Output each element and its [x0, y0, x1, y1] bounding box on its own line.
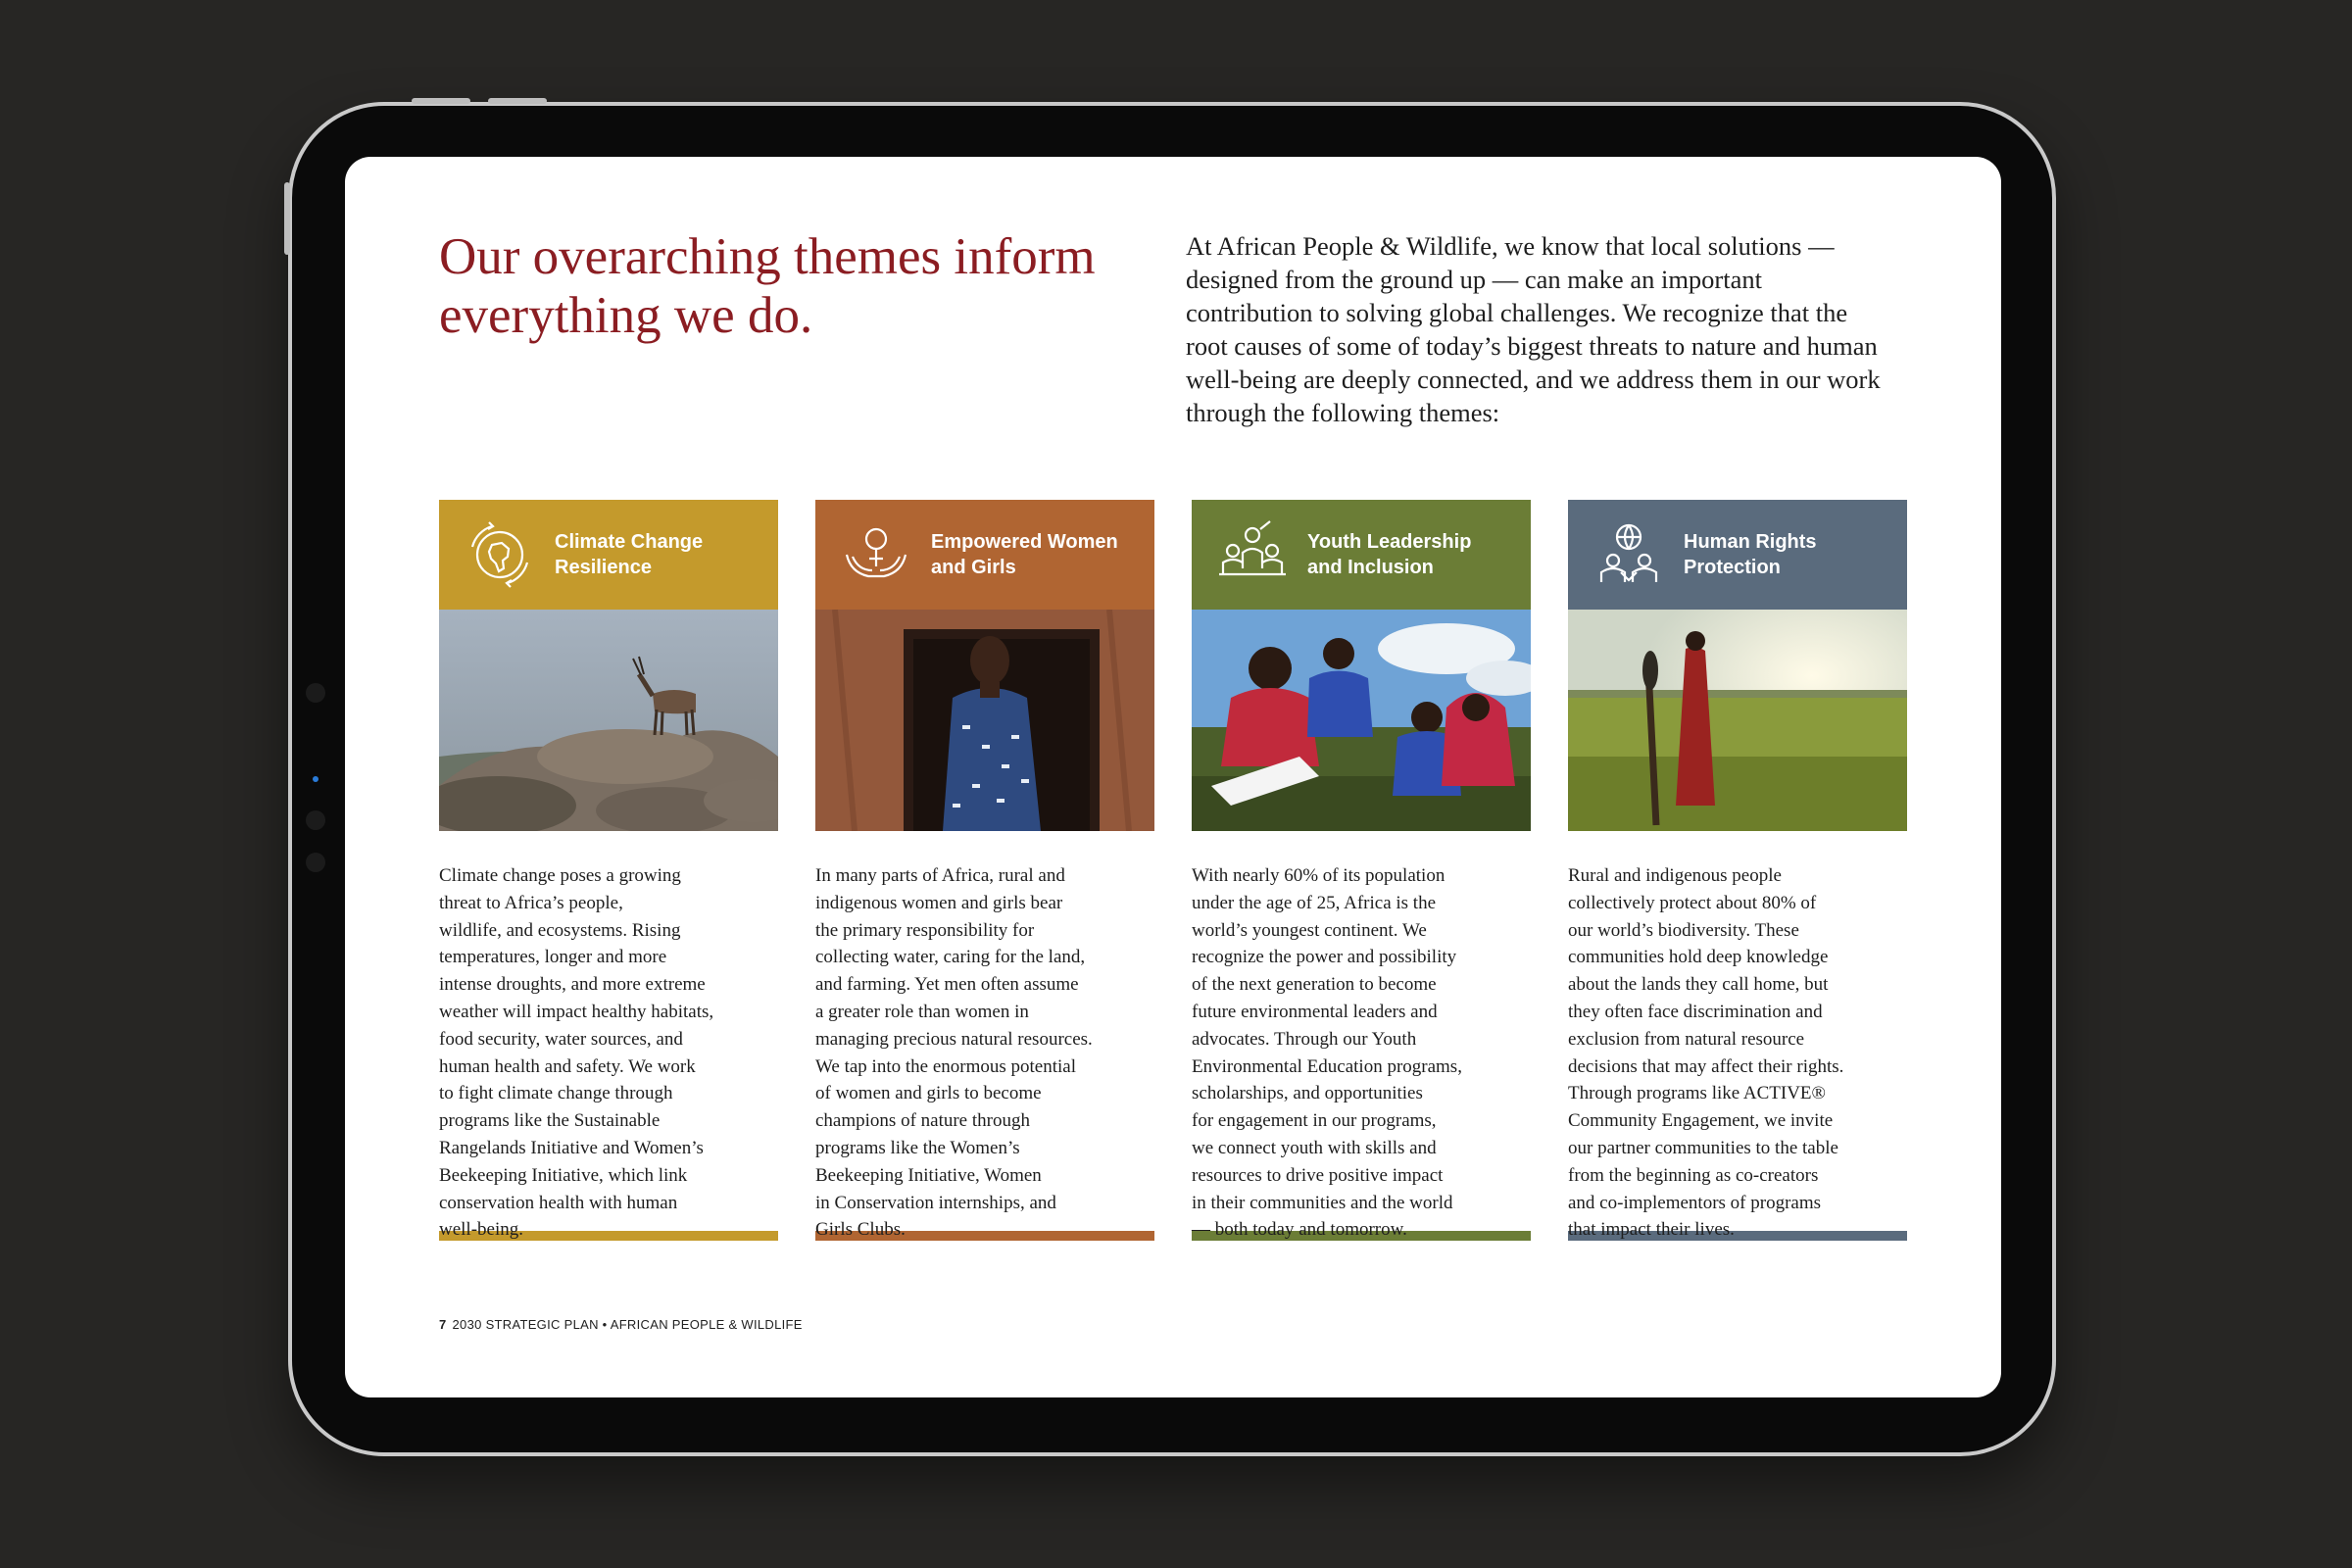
theme-header: [815, 500, 1154, 610]
status-light: [313, 776, 318, 782]
footer-text: 2030 STRATEGIC PLAN • AFRICAN PEOPLE & WILDLIFE: [452, 1317, 803, 1332]
page-footer: [439, 1317, 803, 1332]
volume-button: [488, 98, 547, 104]
camera-sensor: [306, 810, 325, 830]
theme-card: [1192, 500, 1531, 1241]
volume-button: [412, 98, 470, 104]
theme-description: With nearly 60% of its population under the age of 25, Africa is the world’s youngest continent. We recognize the power and possibility of the next generation to become future environmental leaders and advocates. Through our Youth Environmental Education programs, scholarships, and opportunities for engagement in our programs, we connect youth with skills and resources to drive positive impact in their communities and the world — both today and tomorrow.: [1192, 865, 1462, 1241]
globe-people-icon: [1592, 517, 1666, 592]
theme-title: Youth Leadership and Inclusion: [1307, 531, 1472, 578]
theme-title: Empowered Women and Girls: [931, 531, 1118, 578]
theme-header: [1192, 500, 1531, 610]
theme-title: Human Rights Protection: [1684, 531, 1817, 578]
theme-description: Rural and indigenous people collectively protect about 80% of our world’s biodiversity. These communities hold deep knowledge about the lands they call home, but they often face discrimination and exclusion from natural resource decisions that may affect their rights. Through programs like ACTIVE® Community Engagement, we invite our partner communities to the table from the beginning as co-creators and co-implementors of programs that impact their lives.: [1568, 865, 1844, 1241]
theme-card: [1568, 500, 1907, 1241]
theme-description: Climate change poses a growing threat to Africa’s people, wildlife, and ecosystems. Rising temperatures, longer and more intense droughts, and more extreme weather will impact healthy habitats, food security, water sources, and human health and safety. We work to fight climate change through programs like the Sustainable Rangelands Initiative and Women’s Beekeeping Initiative, which link conservation health with human well-being.: [439, 865, 714, 1241]
intro-paragraph: At African People & Wildlife, we know that local solutions — designed from the ground up — can make an important contribution to solving global challenges. We recognize that the root causes of some of today’s biggest threats to nature and human well-being are deeply connected, and we address them in our work through the following themes:: [1186, 231, 1881, 427]
theme-title: Climate Change Resilience: [555, 531, 704, 578]
theme-description: In many parts of Africa, rural and indigenous women and girls bear the primary responsibility for collecting water, caring for the land, and farming. Yet men often assume a greater role than women in managing precious natural resources. We tap into the enormous potential of women and girls to become champions of nature through programs like the Women’s Beekeeping Initiative, Women in Conservation internships, and Girls Clubs.: [815, 865, 1093, 1241]
theme-header: [1568, 500, 1907, 610]
youth-group-icon: [1215, 517, 1290, 592]
eland-photo: [439, 610, 778, 831]
globe-cycle-icon: [463, 517, 537, 592]
document-page: [345, 157, 2001, 1397]
venus-hands-icon: [839, 517, 913, 592]
theme-card: [439, 500, 778, 1241]
camera-sensor: [306, 683, 325, 703]
page-number: 7: [439, 1317, 447, 1332]
woman-doorway-photo: [815, 610, 1154, 831]
theme-card: [815, 500, 1154, 1241]
page-headline: Our overarching themes inform everything we do.: [439, 228, 1096, 344]
power-button: [284, 182, 290, 255]
maasai-field-photo: [1568, 610, 1907, 831]
theme-header: [439, 500, 778, 610]
youth-studying-photo: [1192, 610, 1531, 831]
camera-sensor: [306, 853, 325, 872]
